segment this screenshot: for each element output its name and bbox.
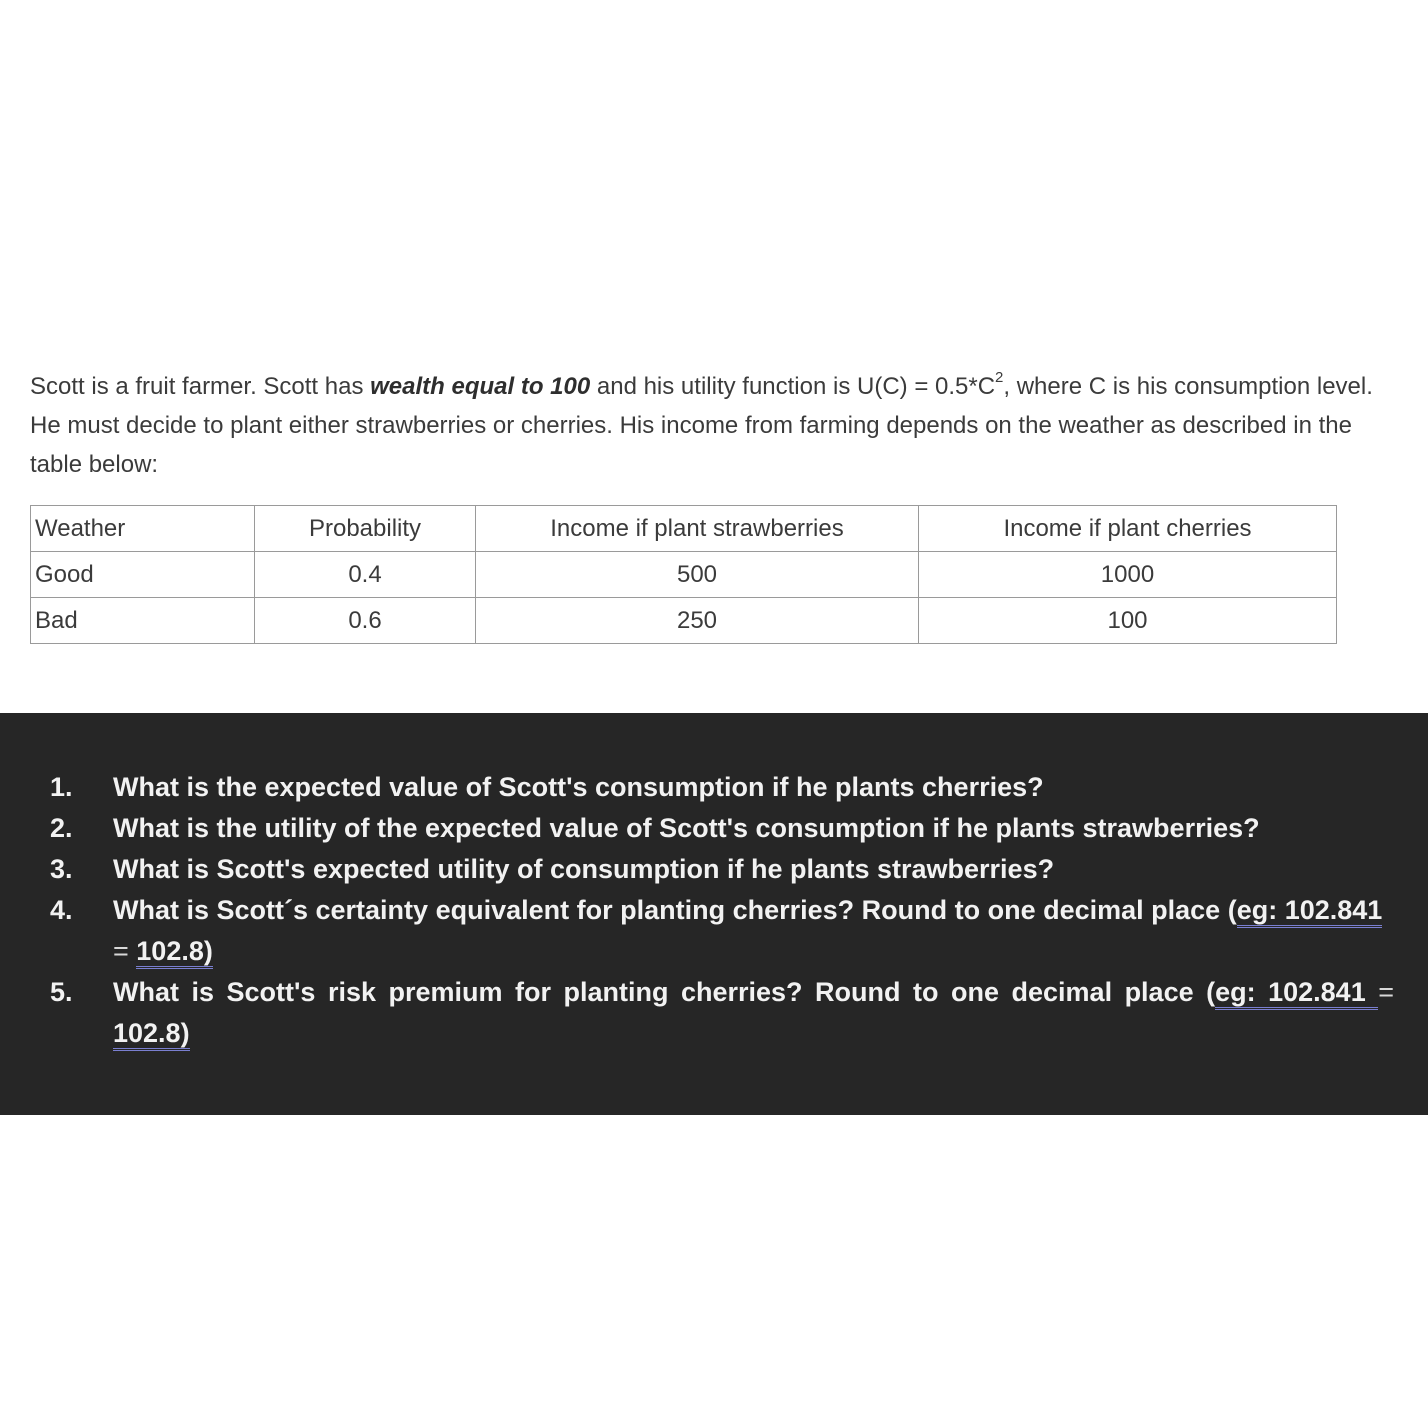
question-number: 4. [50,895,73,925]
intro-paragraph [30,367,1400,484]
income-table [30,505,1337,644]
header-income-cherries: Income if plant cherries [919,506,1337,552]
question-number: 1. [50,772,73,802]
questions-panel [0,713,1428,1115]
header-weather: Weather [31,506,255,552]
question-text: What is the utility of the expected value of Scott's consumption if he plants strawberries? [113,813,1260,843]
cell-income-cherries: 1000 [919,552,1337,598]
intro-emphasis: wealth equal to 100 [370,373,591,400]
cell-income-strawberries: 500 [476,552,919,598]
question-text: What is the expected value of Scott's consumption if he plants cherries? [113,772,1044,802]
question-number: 2. [50,813,73,843]
example-result: 102.8) [136,936,213,969]
question-text: What is Scott´s certainty equivalent for planting cherries? Round to one decimal place ( [113,895,1237,925]
table-row [31,552,1337,598]
table-row [31,598,1337,644]
example-underlined: eg: 102.841 [1215,977,1378,1010]
example-equals: = [113,936,137,966]
intro-text-1: Scott is a fruit farmer. Scott has [30,373,371,400]
example-result: 102.8) [113,1018,190,1051]
example-underlined: eg: 102.841 [1237,895,1383,928]
question-item [0,972,1428,1054]
cell-probability: 0.6 [255,598,476,644]
cell-weather: Good [31,552,255,598]
header-income-strawberries: Income if plant strawberries [476,506,919,552]
intro-superscript: 2 [995,369,1004,386]
question-text: What is Scott's risk premium for planting cherries? Round to one decimal place ( [113,977,1216,1007]
question-number: 5. [50,977,73,1007]
cell-weather: Bad [31,598,255,644]
question-item [0,767,1428,808]
questions-list [0,767,1428,1054]
cell-income-strawberries: 250 [476,598,919,644]
example-equals: = [1378,977,1394,1007]
table-header-row [31,506,1337,552]
question-item [0,849,1428,890]
cell-income-cherries: 100 [919,598,1337,644]
question-item [0,808,1428,849]
question-text-block [113,972,1394,1054]
question-number: 3. [50,854,73,884]
intro-text-3: , where C is his consumption level. He must decide to plant either strawberries or cherries. His income from farming depends on the weather as described in the table below: [30,373,1373,478]
question-item [0,890,1428,972]
cell-probability: 0.4 [255,552,476,598]
question-text: What is Scott's expected utility of consumption if he plants strawberries? [113,854,1055,884]
header-probability: Probability [255,506,476,552]
intro-text-2: and his utility function is U(C) = 0.5*C [590,373,996,400]
